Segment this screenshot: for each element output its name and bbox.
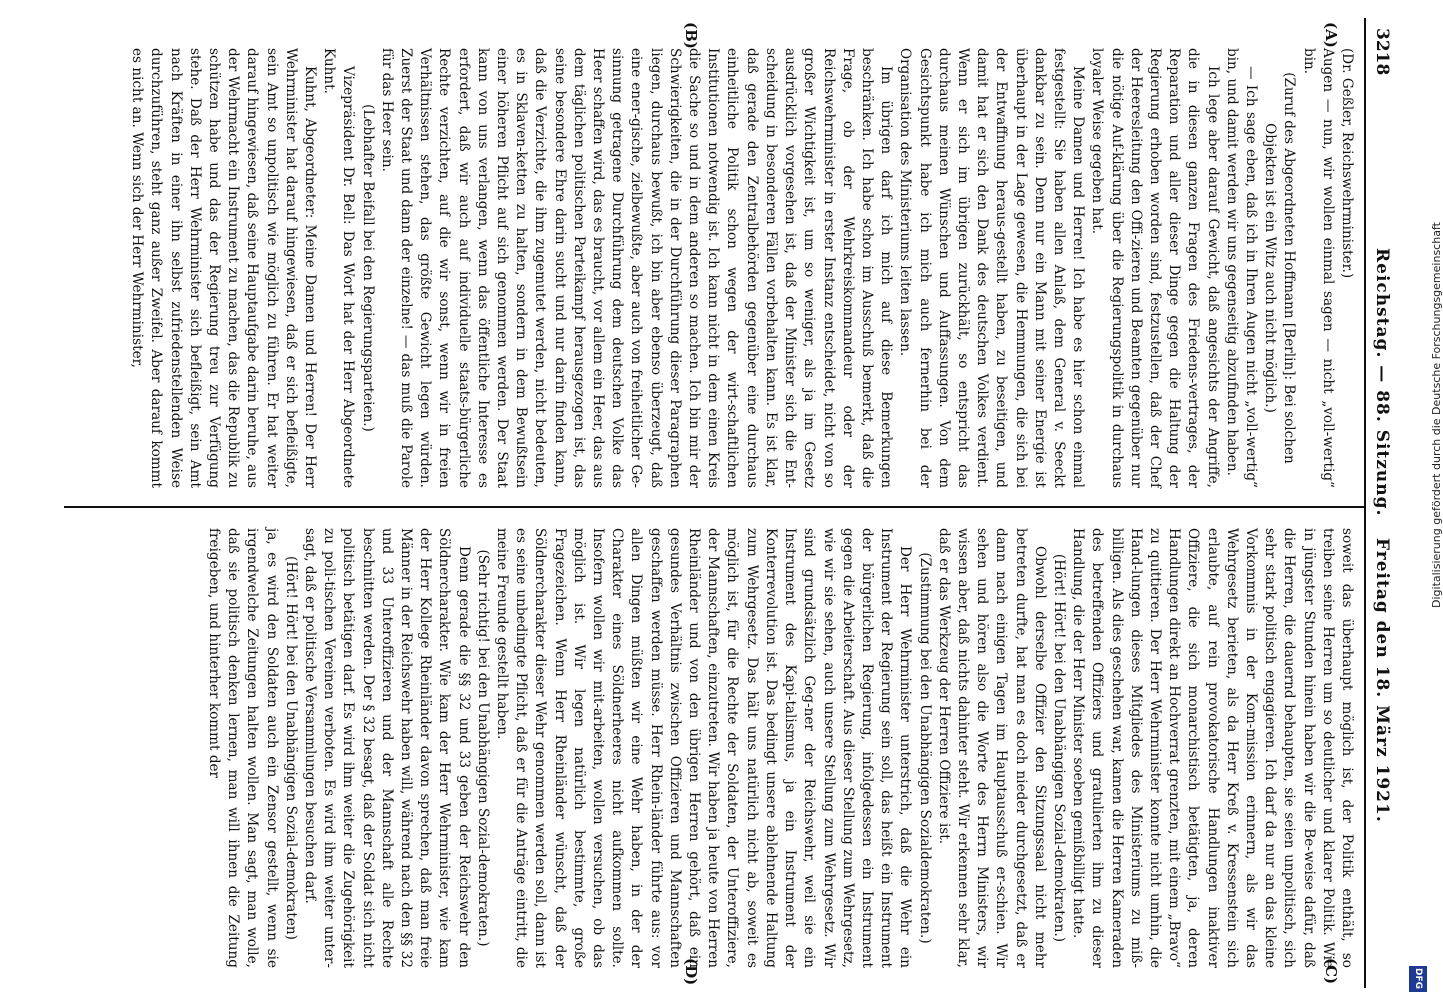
paragraph: (Dr. Geßler, Reichswehrminister.) bbox=[1339, 48, 1355, 279]
page-header bbox=[1366, 18, 1400, 988]
left-text-column bbox=[66, 48, 1356, 488]
paragraph: ja, es wird den Soldaten auch ein Zensor gestellt, wenn sie irgendwelche Zeitungen halten wollen. Man sagt, man wolle, daß sie politisch denken lernen, man will ihnen die Zeitung freigeben, und hinterher kommt der bbox=[206, 528, 280, 968]
interjection: (Lebhafter Beifall bei den Regierungsparteien.) bbox=[359, 104, 376, 432]
rotated-page-content bbox=[20, 18, 1400, 988]
interjection: (Zuruf des Abgeordneten Hoffmann [Berlin]: Bei solchen Objekten ist ein Witz auch nicht möglich.) bbox=[1262, 72, 1298, 464]
margin-marker-b: (B) bbox=[682, 22, 700, 49]
funding-credit: Digitalisierung gefördert durch die Deutsche Forschungsgemeinschaft bbox=[1430, 222, 1443, 608]
paragraph: Im übrigen darf ich mich auf diese Bemerkungen beschränken. Ich habe schon im Ausschuß bemerkt, daß die Frage, ob der Wehrkreiskommandeur oder der Reichswehrminister in erster Instanz entscheidet, nicht von so großer Wichtigkeit ist, um so weniger, als ja im Gesetz ausdrücklich vorgesehen ist, daß der Minister sich die Ent-scheidung in besonderen Fällen vorbehalten kann. Es ist klar, daß gerade den Zentralbehörden gegenüber eine durchaus einheitliche Politik schon wegen der wirt-schaftlichen Institutionen notwendig ist. Ich kann nicht in dem einen Kreis die Sache so und in dem anderen so machen. Ich bin mir der Schwierigkeiten, die in der Durchführung dieser Paragraphen liegen, durchaus bewußt, ich bin aber ebenso überzeugt, daß eine ener-gische, zielbewußte, aber auch von freiheitlicher Ge-sinnung getragene Durchführung dem deutschen Volke das Heer schaffen wird, das es braucht, vor allem ein Heer, das aus dem täglichen politischen Parteikampf herausgezogen ist, das seine besondere Ehre darin sucht und nur darin finden kann, daß die Verzichte, die ihm zugemutet werden, nicht bedeuten, es in Sklaven-ketten zu halten, sondern in dem Bewußtsein einer höheren Pflicht auf sich genommen werden. Der Staat kann von uns verlangen, wenn das öffentliche Interesse es erfordert, daß wir auch auf individuelle staats-bürgerliche Rechte verzichten, auf die wir sonst, wenn wir in freien Verhältnissen stehen, das größte Gewicht legen würden. Zuerst der Staat und dann der einzelne! — das muß die Parole für das Heer sein. bbox=[378, 48, 895, 488]
paragraph: Ich lege aber darauf Gewicht, daß angesichts der Angriffe, die in diesen ganzen Fragen des Friedens-vertrages, der Reparation und aller dieser Dinge gegen die Haltung der Regierung erhoben worden sind, festzustellen, daß der Chef der Heeresleitung den Offi-zieren und Beamten gegenüber nur die nötige Auf-klärung über die Regierungspolitik in durchaus loyaler Weise gegeben hat. bbox=[1089, 48, 1221, 488]
column-divider bbox=[64, 506, 1364, 508]
margin-marker-a: (A) bbox=[1322, 22, 1340, 48]
margin-marker-d: (D) bbox=[682, 958, 700, 986]
paragraph: — Ich sage eben, daß ich in Ihren Augen nicht „voll-wertig“ bin, und damit werden wir uns gegenseitig abzufinden haben. bbox=[1223, 48, 1259, 488]
margin-marker-c: (C) bbox=[1322, 958, 1340, 985]
digitization-footer bbox=[1404, 0, 1443, 1000]
right-text-column bbox=[66, 528, 1356, 968]
page-title: Reichstag. — 88. Sitzung. bbox=[1372, 248, 1392, 517]
paragraph: Augen — nun, wir wollen einmal sagen — nicht „voll-wertig“ bin. bbox=[1300, 48, 1336, 488]
paragraph: Vizepräsident Dr. Bell: Das Wort hat der Herr Abgeordnete Kuhnt. bbox=[321, 48, 357, 488]
interjection: (Zustimmung bei den Unabhängigen Sozialdemokraten.) bbox=[916, 552, 933, 944]
interjection: (Hört! Hört! bei den Unabhängigen Sozial-demokraten.) bbox=[1050, 553, 1067, 943]
header-rule bbox=[1364, 18, 1366, 988]
dfg-logo: DFG bbox=[1409, 966, 1427, 992]
paragraph: Denn gerade die §§ 32 und 33 geben der Reichswehr den Söldnercharakter. Wie kam der Herr Wehrminister, wie kam der Herr Kollege Rheinländer davon sprechen, daß man freie Männer in der Reichswehr haben will, während nach den §§ 32 und 33 Unteroffizieren und der Mannschaft alle Rechte beschnitten werden. Der § 32 besagt, daß der Soldat sich nicht politisch betätigen darf. Es wird ihm weiter die Zugehörigkeit zu poli-tischen Vereinen verboten. Es wird ihm weiter unter-sagt, daß er politische Versammlungen besuchen darf. bbox=[302, 528, 472, 968]
paragraph: Obwohl derselbe Offizier den Sitzungssaal nicht mehr betreten durfte, hat man es doch nieder durchgesetzt, daß er dann nach einigen Tagen im Hauptausschuß er-schien. Wir sehen und hören also die Worte des Herrn Ministers, wir wissen aber, daß nichts dahinter steht. Wir erkennen sehr klar, daß er das Werkzeug der Herren Offiziere ist. bbox=[935, 528, 1048, 968]
interjection: (Hört! Hört! bei den Unabhängigen Sozial-demokraten) bbox=[282, 556, 299, 940]
page-date: Freitag den 18. März 1921. bbox=[1372, 538, 1392, 823]
paragraph: Kuhnt, Abgeordneter: Meine Damen und Herren! Der Herr Wehrminister hat darauf hingewiesen, daß er sich befleißigte, sein Amt so unpolitisch wie möglich zu führen. Er hat weiter darauf hingewiesen, daß seine Hauptaufgabe darin beruhe, aus der Wehrmacht ein Instrument zu machen, das die Republik zu schützen habe und das der Regierung treu zur Verfügung stehe. Daß der Herr Wehrminister sich befleißigt, sein Amt nach Kräften in einer ihn selbst zufriedenstellenden Weise durchzuführen, steht ganz außer Zweifel. Aber darauf kommt es nicht an. Wenn sich der Herr Wehrminister, bbox=[129, 48, 319, 488]
paragraph: Meine Damen und Herren! Ich habe es hier schon einmal festgestellt: Sie haben allen Anlaß, dem General v. Seeckt dankbar zu sein. Denn nur ein Mann mit seiner Energie ist überhaupt in der Lage gewesen, die Hemmungen, die sich bei der Entwaffnung heraus-gestellt haben, zu beseitigen, und damit hat er sich den Dank des deutschen Volkes verdient. Wenn er sich im übrigen zurückhält, so entspricht das durchaus meinen Wünschen und Auffassungen. Von dem Gesichtspunkt habe ich mich auch fernerhin bei der Organisation des Ministeriums leiten lassen. bbox=[897, 48, 1087, 488]
page-number: 3218 bbox=[1372, 28, 1392, 76]
interjection: (Sehr richtig! bei den Unabhängigen Sozial-demokraten.) bbox=[474, 549, 491, 947]
paragraph: soweit das überhaupt möglich ist, der Politik enthält, so treiben seine Herren um so deutlicher und klarer Politik. Wie in jüngster Stunden hinein haben wir die Be-weise dafür, daß die Herren, die dauernd behaupten, sie seien unpolitisch, sich sehr stark politisch engagieren. Ich darf da nur an das kleine Vorkommnis in der Kom-mission erinnern, als wir das Wehrgesetz berieten, als da Herr Kreß v. Kressenstein sich erlaubte, auf rein provokatorische Handlungen inaktiver Offiziere, die sich monarchistisch betätigten, ja, deren Handlungen direkt an Hochverrat grenzten, mit einem „Bravo“ zu quittieren. Der Herr Wehrminister konnte nicht umhin, die Hand-lungen dieses Mitgliedes des Ministeriums zu miß-billigen. Als dies geschehen war, kamen die Herren Kameraden des betreffenden Offiziers und gratulierten ihm zu dieser Handlung, die der Herr Minister soeben gemißbilligt hatte. bbox=[1070, 528, 1355, 968]
paragraph: Der Herr Wehrminister unterstrich, daß die Wehr ein Instrument der Regierung sein soll, das heißt ein Instrument der bürgerlichen Regierung, infolgedessen ein Instrument gegen die Arbeiterschaft. Aus dieser Stellung zum Wehrgesetz, wie wir sie sehen, auch unsere Stellung zum Wehrgesetz. Wir sind grundsätzlich Geg-ner der Reichswehr, weil sie ein Instrument des Kapi-talismus, ja ein Instrument der Konterrevolution ist. Das bedingt unsere ablehnende Haltung zum Wehrgesetz. Das hält uns natürlich nicht ab, soweit es möglich ist, für die Rechte der Soldaten, der Unteroffiziere, der Mannschaften, einzutreten. Wir haben ja heute von Herren Rheinländer und von den übrigen Herren gehört, daß ein gesundes Verhältnis zwischen Offizieren und Mannschaften geschaffen werden müsse. Herr Rhein-länder führte aus: vor allen Dingen müßten wir eine Wehr haben, in der der Charakter eines Söldnerheeres nicht aufkommen sollte. Insofern wollen wir mit-arbeiten, wollen versuchen, ob das möglich ist. Wir legen natürlich bestimmte, große Fragezeichen. Wenn Herr Rheinländer wünscht, daß der Söldnercharakter dieser Wehr genommen werden soll, dann ist es seine unbedingte Pflicht, daß er für die Anträge eintritt, die meine Freunde gestellt haben. bbox=[494, 528, 914, 968]
